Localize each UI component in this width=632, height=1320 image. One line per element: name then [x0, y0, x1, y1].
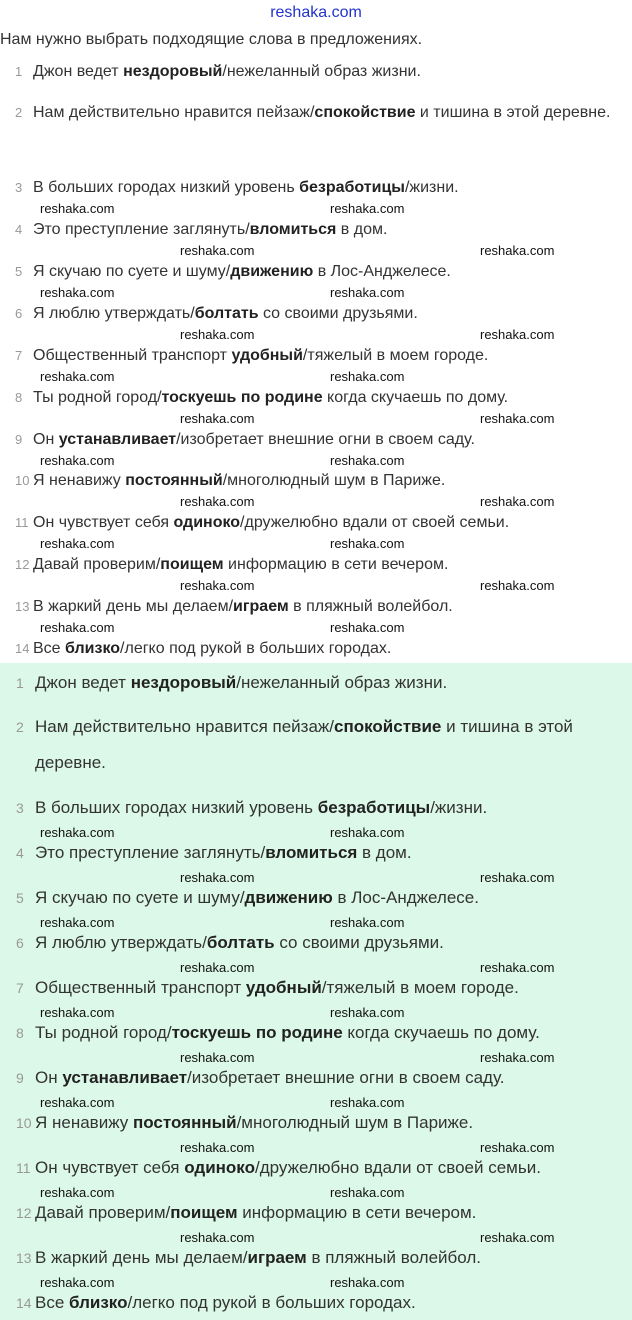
- watermark: reshaka.com: [480, 1140, 555, 1155]
- chosen-word: одиноко: [184, 1158, 255, 1177]
- chosen-word: движению: [244, 888, 333, 907]
- sentence-before: Нам действительно нравится пейзаж/: [35, 717, 335, 736]
- watermark: reshaka.com: [330, 1185, 405, 1200]
- sentence-before: Он чувствует себя: [33, 514, 174, 531]
- sentence-after: в Лос-Анджелесе.: [332, 888, 479, 907]
- item-number: 14: [15, 641, 30, 656]
- sentence-after: и тишина в этой деревне.: [35, 717, 573, 772]
- watermark: reshaka.com: [480, 411, 555, 426]
- chosen-word: постоянный: [125, 472, 223, 489]
- watermark: reshaka.com: [180, 870, 255, 885]
- chosen-word: нездоровый: [130, 673, 237, 692]
- chosen-word: безработицы: [317, 798, 431, 817]
- item-number: 2: [16, 719, 24, 735]
- sentence-before: Он чувствует себя: [35, 1158, 185, 1177]
- sentence-after: /тяжелый в моем городе.: [302, 347, 489, 364]
- chosen-word: спокойствие: [314, 104, 416, 121]
- sentence-after: /нежеланный образ жизни.: [236, 673, 448, 692]
- watermark: reshaka.com: [180, 1050, 255, 1065]
- sentence: [35, 1203, 630, 1223]
- sentence: [33, 178, 623, 197]
- sentence: [35, 673, 630, 693]
- item-number: 5: [16, 890, 24, 906]
- sentence-after: /нежеланный образ жизни.: [222, 63, 421, 80]
- item-number: 4: [15, 222, 23, 237]
- item-number: 1: [15, 64, 23, 79]
- sentence-before: Это преступление заглянуть/: [35, 843, 266, 862]
- sentence-before: Джон ведет: [33, 63, 124, 80]
- chosen-word: поищем: [160, 556, 224, 573]
- sentence-before: Он: [33, 431, 59, 448]
- sentence-after: /многолюдный шум в Париже.: [236, 1113, 474, 1132]
- item-number: 14: [16, 1295, 32, 1311]
- sentence: [33, 513, 623, 532]
- sentence-after: /жизни.: [430, 798, 488, 817]
- sentence-before: В жаркий день мы делаем/: [35, 1248, 248, 1267]
- watermark: reshaka.com: [480, 960, 555, 975]
- sentence-before: Все: [33, 640, 66, 657]
- watermark: reshaka.com: [40, 1095, 115, 1110]
- sentence-after: в дом.: [336, 221, 388, 238]
- sentence: [35, 888, 630, 908]
- watermark: reshaka.com: [40, 825, 115, 840]
- sentence-after: со своими друзьями.: [274, 933, 444, 952]
- watermark: reshaka.com: [330, 369, 405, 384]
- watermark: reshaka.com: [40, 915, 115, 930]
- sentence-before: В жаркий день мы делаем/: [33, 598, 234, 615]
- chosen-word: болтать: [194, 305, 259, 322]
- sentence-before: Я ненавижу: [35, 1113, 133, 1132]
- sentence-before: Это преступление заглянуть/: [33, 221, 250, 238]
- sentence-before: Он: [35, 1068, 63, 1087]
- item-number: 13: [15, 599, 30, 614]
- sentence-after: /тяжелый в моем городе.: [321, 978, 519, 997]
- sentence: [35, 1293, 630, 1313]
- chosen-word: вломиться: [265, 843, 358, 862]
- chosen-word: нездоровый: [123, 63, 223, 80]
- sentence-after: когда скучаешь по дому.: [322, 389, 509, 406]
- chosen-word: тоскуешь по родине: [171, 1023, 343, 1042]
- sentence: [35, 709, 630, 781]
- item-number: 9: [16, 1070, 24, 1086]
- watermark: reshaka.com: [480, 243, 555, 258]
- sentence-after: в дом.: [357, 843, 412, 862]
- sentence-after: информацию в сети вечером.: [223, 556, 449, 573]
- watermark: reshaka.com: [180, 243, 255, 258]
- chosen-word: близко: [65, 640, 121, 657]
- watermark: reshaka.com: [480, 870, 555, 885]
- sentence: [33, 346, 623, 365]
- sentence: [35, 933, 630, 953]
- sentence: [35, 843, 630, 863]
- sentence-after: /дружелюбно вдали от своей семьи.: [240, 514, 510, 531]
- item-number: 3: [15, 180, 23, 195]
- item-number: 13: [16, 1250, 32, 1266]
- chosen-word: играем: [233, 598, 289, 615]
- watermark: reshaka.com: [330, 1095, 405, 1110]
- watermark: reshaka.com: [180, 1140, 255, 1155]
- sentence-before: Нам действительно нравится пейзаж/: [33, 104, 315, 121]
- sentence-before: Я ненавижу: [33, 472, 126, 489]
- watermark: reshaka.com: [40, 369, 115, 384]
- watermark: reshaka.com: [40, 285, 115, 300]
- sentence: [35, 1158, 630, 1178]
- item-number: 8: [16, 1025, 24, 1041]
- watermark: reshaka.com: [40, 620, 115, 635]
- chosen-word: вломиться: [249, 221, 337, 238]
- sentence-before: Я люблю утверждать/: [35, 933, 207, 952]
- watermark: reshaka.com: [180, 578, 255, 593]
- sentence-before: Джон ведет: [35, 673, 131, 692]
- chosen-word: поищем: [170, 1203, 238, 1222]
- site-logo[interactable]: reshaka.com: [270, 4, 362, 21]
- sentence: [33, 471, 623, 490]
- watermark: reshaka.com: [330, 285, 405, 300]
- sentence: [33, 62, 623, 81]
- item-number: 8: [15, 390, 23, 405]
- watermark: reshaka.com: [180, 327, 255, 342]
- sentence-before: В больших городах низкий уровень: [33, 179, 300, 196]
- item-number: 3: [16, 800, 24, 816]
- watermark: reshaka.com: [330, 620, 405, 635]
- sentence-before: Ты родной город/: [33, 389, 162, 406]
- item-number: 4: [16, 845, 24, 861]
- intro-text: Нам нужно выбрать подходящие слова в предложениях.: [0, 31, 423, 48]
- watermark: reshaka.com: [330, 536, 405, 551]
- sentence: [35, 798, 630, 818]
- item-number: 11: [15, 515, 29, 530]
- sentence-before: Общественный транспорт: [33, 347, 232, 364]
- watermark: reshaka.com: [180, 960, 255, 975]
- sentence: [35, 1068, 630, 1088]
- watermark: reshaka.com: [40, 1275, 115, 1290]
- sentence-before: Я скучаю по суете и шуму/: [33, 263, 231, 280]
- watermark: reshaka.com: [480, 1230, 555, 1245]
- sentence-before: Все: [35, 1293, 70, 1312]
- sentence-before: Я скучаю по суете и шуму/: [35, 888, 245, 907]
- sentence-after: в пляжный волейбол.: [306, 1248, 481, 1267]
- item-number: 12: [16, 1205, 32, 1221]
- sentence: [35, 1113, 630, 1133]
- chosen-word: удобный: [245, 978, 322, 997]
- sentence-after: /многолюдный шум в Париже.: [222, 472, 446, 489]
- watermark: reshaka.com: [40, 201, 115, 216]
- sentence-after: /легко под рукой в больших городах.: [120, 640, 392, 657]
- watermark: reshaka.com: [330, 453, 405, 468]
- sentence-after: /дружелюбно вдали от своей семьи.: [254, 1158, 541, 1177]
- item-number: 5: [15, 264, 23, 279]
- watermark: reshaka.com: [330, 201, 405, 216]
- sentence: [33, 597, 623, 616]
- watermark: reshaka.com: [180, 494, 255, 509]
- sentence-after: в Лос-Анджелесе.: [313, 263, 451, 280]
- item-number: 6: [16, 935, 24, 951]
- sentence-after: со своими друзьями.: [258, 305, 418, 322]
- chosen-word: играем: [247, 1248, 307, 1267]
- item-number: 9: [15, 432, 23, 447]
- item-number: 10: [16, 1115, 32, 1131]
- chosen-word: постоянный: [133, 1113, 237, 1132]
- item-number: 12: [15, 557, 30, 572]
- sentence-after: когда скучаешь по дому.: [342, 1023, 540, 1042]
- sentence: [33, 220, 623, 239]
- watermark: reshaka.com: [180, 1230, 255, 1245]
- chosen-word: движению: [230, 263, 314, 280]
- chosen-word: одиноко: [173, 514, 241, 531]
- watermark: reshaka.com: [480, 494, 555, 509]
- item-number: 1: [16, 675, 24, 691]
- sentence: [33, 304, 623, 323]
- sentence: [33, 430, 623, 449]
- sentence-after: /изобретает внешние огни в своем саду.: [187, 1068, 505, 1087]
- chosen-word: спокойствие: [334, 717, 442, 736]
- sentence: [33, 639, 623, 658]
- sentence-after: /изобретает внешние огни в своем саду.: [176, 431, 475, 448]
- watermark: reshaka.com: [330, 1005, 405, 1020]
- item-number: 7: [15, 348, 23, 363]
- sentence-before: Я люблю утверждать/: [33, 305, 195, 322]
- watermark: reshaka.com: [330, 825, 405, 840]
- item-number: 6: [15, 306, 23, 321]
- sentence: [35, 1023, 630, 1043]
- chosen-word: удобный: [231, 347, 303, 364]
- sentence-after: и тишина в этой деревне.: [415, 104, 611, 121]
- watermark: reshaka.com: [40, 536, 115, 551]
- sentence-after: информацию в сети вечером.: [237, 1203, 477, 1222]
- sentence-after: /жизни.: [404, 179, 459, 196]
- sentence: [33, 555, 623, 574]
- sentence-before: Давай проверим/: [33, 556, 161, 573]
- watermark: reshaka.com: [330, 915, 405, 930]
- sentence: [35, 978, 630, 998]
- watermark: reshaka.com: [40, 453, 115, 468]
- item-number: 7: [16, 980, 24, 996]
- sentence-before: Общественный транспорт: [35, 978, 246, 997]
- sentence-before: В больших городах низкий уровень: [35, 798, 318, 817]
- sentence-before: Ты родной город/: [35, 1023, 172, 1042]
- chosen-word: болтать: [206, 933, 275, 952]
- watermark: reshaka.com: [480, 327, 555, 342]
- chosen-word: близко: [69, 1293, 128, 1312]
- chosen-word: устанавливает: [62, 1068, 188, 1087]
- item-number: 10: [15, 473, 30, 488]
- sentence-before: Давай проверим/: [35, 1203, 171, 1222]
- sentence-after: /легко под рукой в больших городах.: [127, 1293, 416, 1312]
- item-number: 11: [16, 1160, 31, 1176]
- sentence-after: в пляжный волейбол.: [288, 598, 453, 615]
- watermark: reshaka.com: [40, 1005, 115, 1020]
- sentence: [33, 388, 623, 407]
- watermark: reshaka.com: [480, 578, 555, 593]
- sentence: [33, 95, 623, 130]
- chosen-word: безработицы: [299, 179, 405, 196]
- watermark: reshaka.com: [40, 1185, 115, 1200]
- sentence: [35, 1248, 630, 1268]
- item-number: 2: [15, 105, 23, 120]
- sentence: [33, 262, 623, 281]
- watermark: reshaka.com: [180, 411, 255, 426]
- watermark: reshaka.com: [330, 1275, 405, 1290]
- watermark: reshaka.com: [480, 1050, 555, 1065]
- chosen-word: тоскуешь по родине: [161, 389, 323, 406]
- chosen-word: устанавливает: [58, 431, 177, 448]
